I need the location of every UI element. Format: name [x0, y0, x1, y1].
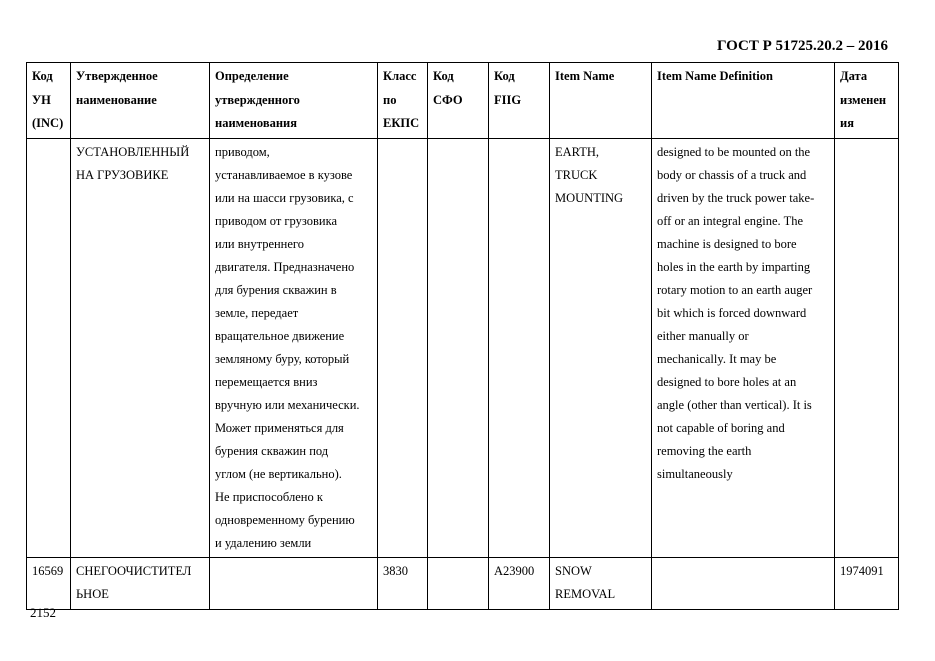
header-item-name: [550, 63, 652, 139]
cell-line: either manually or: [657, 328, 749, 343]
header-approved-name: [71, 63, 210, 139]
cell-line: designed to bore holes at an: [657, 374, 797, 389]
cell-inc-code: [27, 138, 71, 557]
cell-line: rotary motion to an earth auger: [657, 282, 813, 297]
cell-line: 1974091: [840, 563, 884, 578]
cell-item-name-definition: [652, 138, 835, 557]
cell-line: REMOVAL: [555, 586, 616, 601]
cell-line: перемещается вниз: [215, 374, 318, 389]
cell-line: angle (other than vertical). It is: [657, 397, 812, 412]
page-number: 2152: [30, 605, 56, 620]
header-line: ия: [840, 116, 854, 130]
header-inc-code: [27, 63, 71, 139]
header-line: ЕКПС: [383, 116, 420, 130]
header-line: наименование: [76, 92, 157, 107]
header-line: изменен: [840, 92, 887, 107]
cell-fiig-code: [489, 557, 550, 609]
header-line: Код: [433, 69, 454, 83]
cell-line: УСТАНОВЛЕННЫЙ: [76, 144, 190, 159]
header-line: наименования: [215, 116, 298, 130]
header-line: Дата: [840, 69, 868, 83]
cell-change-date: [835, 557, 899, 609]
table-header-row: [27, 63, 899, 139]
header-line: утвержденного: [215, 92, 300, 107]
cell-line: СНЕГООЧИСТИТЕЛ: [76, 563, 192, 578]
header-change-date: [835, 63, 899, 139]
cell-line: одновременному бурению: [215, 512, 355, 527]
cell-line: 3830: [383, 563, 408, 578]
cell-line: или внутреннего: [215, 236, 304, 251]
catalog-table: [26, 62, 899, 610]
cell-line: mechanically. It may be: [657, 351, 777, 366]
header-line: УН: [32, 92, 51, 107]
cell-line: вручную или механически.: [215, 397, 360, 412]
cell-approved-name: [71, 138, 210, 557]
cell-sfo-code: [428, 138, 489, 557]
cell-line: removing the earth: [657, 443, 752, 458]
cell-line: driven by the truck power take-: [657, 190, 815, 205]
header-line: Item Name: [555, 69, 615, 83]
header-line: по: [383, 92, 397, 107]
cell-fiig-code: [489, 138, 550, 557]
cell-sfo-code: [428, 557, 489, 609]
cell-line: вращательное движение: [215, 328, 345, 343]
document-code: ГОСТ Р 51725.20.2 – 2016: [716, 38, 888, 54]
header-item-name-definition: [652, 63, 835, 139]
cell-line: двигателя. Предназначено: [215, 259, 355, 274]
cell-line: holes in the earth by imparting: [657, 259, 811, 274]
header-fiig-code: [489, 63, 550, 139]
cell-line: или на шасси грузовика, с: [215, 190, 354, 205]
cell-ekps-class: [378, 557, 428, 609]
table-row: [27, 138, 899, 557]
cell-line: 16569: [32, 563, 64, 578]
cell-line: ЬНОЕ: [76, 586, 109, 601]
header-line: Код: [494, 69, 515, 83]
header-line: Утвержденное: [76, 69, 158, 83]
cell-line: НА ГРУЗОВИКЕ: [76, 167, 169, 182]
cell-line: и удалению земли: [215, 535, 312, 550]
cell-change-date: [835, 138, 899, 557]
cell-line: земляному буру, который: [215, 351, 350, 366]
cell-line: приводом от грузовика: [215, 213, 338, 228]
cell-line: SNOW: [555, 563, 592, 578]
cell-line: off or an integral engine. The: [657, 213, 804, 228]
cell-line: приводом,: [215, 144, 270, 159]
header-line: Код: [32, 69, 53, 83]
cell-line: bit which is forced downward: [657, 305, 807, 320]
cell-approved-name: [71, 557, 210, 609]
header-line: Определение: [215, 69, 289, 83]
cell-line: земле, передает: [215, 305, 299, 320]
cell-line: Может применяться для: [215, 420, 344, 435]
cell-item-name-definition: [652, 557, 835, 609]
cell-name-definition: [210, 138, 378, 557]
cell-line: TRUCK: [555, 167, 598, 182]
cell-line: machine is designed to bore: [657, 236, 797, 251]
cell-line: body or chassis of a truck and: [657, 167, 807, 182]
cell-inc-code: [27, 557, 71, 609]
header-line: (INC): [32, 116, 64, 130]
header-line: Класс: [383, 69, 417, 83]
cell-line: углом (не вертикально).: [215, 466, 342, 481]
cell-line: designed to be mounted on the: [657, 144, 811, 159]
header-line: FIIG: [494, 92, 522, 107]
header-sfo-code: [428, 63, 489, 139]
cell-line: not capable of boring and: [657, 420, 785, 435]
header-ekps-class: [378, 63, 428, 139]
cell-ekps-class: [378, 138, 428, 557]
cell-name-definition: [210, 557, 378, 609]
cell-line: simultaneously: [657, 466, 733, 481]
cell-line: устанавливаемое в кузове: [215, 167, 353, 182]
header-name-definition: [210, 63, 378, 139]
header-line: СФО: [433, 92, 463, 107]
cell-line: EARTH,: [555, 144, 600, 159]
header-line: Item Name Definition: [657, 69, 773, 83]
cell-item-name: [550, 557, 652, 609]
table-row: [27, 557, 899, 609]
cell-item-name: [550, 138, 652, 557]
cell-line: A23900: [494, 563, 535, 578]
cell-line: MOUNTING: [555, 190, 624, 205]
cell-line: бурения скважин под: [215, 443, 329, 458]
cell-line: Не приспособлено к: [215, 489, 323, 504]
cell-line: для бурения скважин в: [215, 282, 337, 297]
